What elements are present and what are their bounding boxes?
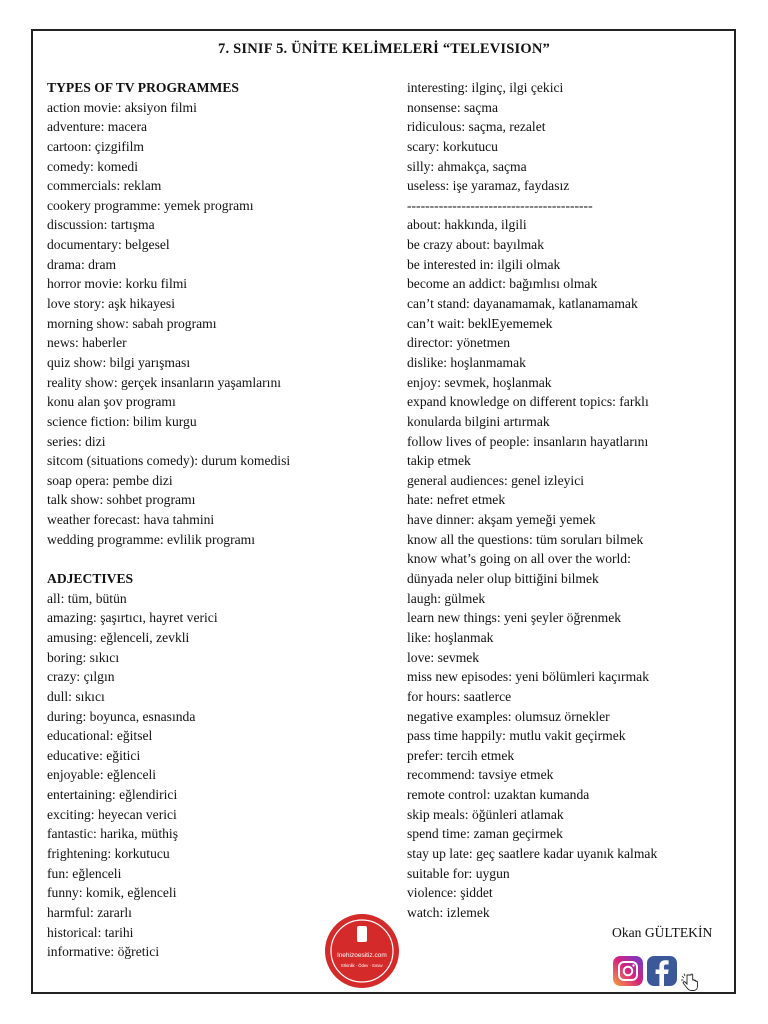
vocab-line: adventure: macera xyxy=(47,119,148,135)
vocab-line: useless: işe yaramaz, faydasız xyxy=(407,178,570,194)
vocab-line: discussion: tartışma xyxy=(47,217,155,233)
vocab-line: watch: izlemek xyxy=(407,904,490,920)
author-name: Okan GÜLTEKİN xyxy=(612,925,713,940)
vocab-line: can’t stand: dayanamamak, katlanamamak xyxy=(407,296,638,312)
vocab-line: negative examples: olumsuz örnekler xyxy=(407,708,610,724)
vocab-line: takip etmek xyxy=(407,453,471,469)
vocab-line: nonsense: saçma xyxy=(407,99,498,115)
vocab-line: silly: ahmakça, saçma xyxy=(407,158,527,174)
vocab-line: interesting: ilginç, ilgi çekici xyxy=(407,80,564,95)
vocab-line: prefer: tercih etmek xyxy=(407,747,515,763)
page-title: 7. SINIF 5. ÜNİTE KELİMELERİ “TELEVISION” xyxy=(218,41,550,57)
vocab-line: entertaining: eğlendirici xyxy=(47,787,178,803)
vocab-line: like: hoşlanmak xyxy=(407,629,494,645)
vocab-line: be interested in: ilgili olmak xyxy=(407,256,561,272)
vocab-line: have dinner: akşam yemeği yemek xyxy=(407,512,596,528)
vocab-line: love: sevmek xyxy=(407,649,480,665)
vocab-line: amusing: eğlenceli, zevkli xyxy=(47,629,190,645)
school-logo[interactable] xyxy=(323,912,401,990)
vocab-line: action movie: aksiyon filmi xyxy=(47,99,197,115)
vocab-line: learn new things: yeni şeyler öğrenmek xyxy=(407,610,622,626)
vocab-line: drama: dram xyxy=(47,256,117,272)
vocab-line: konu alan şov programı xyxy=(47,394,176,410)
vocab-line: hate: nefret etmek xyxy=(407,492,506,508)
vocab-line: exciting: heyecan verici xyxy=(47,806,177,822)
vocab-line: dislike: hoşlanmamak xyxy=(407,354,526,370)
vocab-line: weather forecast: hava tahmini xyxy=(47,512,215,528)
vocab-line: ----------------------------------------- xyxy=(407,197,593,213)
instagram-icon[interactable] xyxy=(613,956,643,986)
vocab-line: all: tüm, bütün xyxy=(47,590,127,606)
vocab-line: enjoy: sevmek, hoşlanmak xyxy=(407,374,552,390)
vocab-line: sitcom (situations comedy): durum komedisi xyxy=(47,453,291,469)
section-heading: ADJECTIVES xyxy=(47,571,134,587)
left-column xyxy=(47,78,397,962)
vocab-line: amazing: şaşırtıcı, hayret verici xyxy=(47,610,218,626)
vocab-line: suitable for: uygun xyxy=(407,865,510,881)
vocab-line: know what’s going on all over the world: xyxy=(407,551,631,567)
vocab-line: general audiences: genel izleyici xyxy=(407,472,585,488)
logo-text: lnehizoesitiz.com xyxy=(337,952,387,959)
vocab-line: series: dizi xyxy=(47,433,106,449)
vocab-line: documentary: belgesel xyxy=(47,237,170,253)
vocab-line: reality show: gerçek insanların yaşamlarını xyxy=(47,374,282,390)
vocab-line: expand knowledge on different topics: farklı xyxy=(407,394,649,410)
vocab-line: konularda bilgini artırmak xyxy=(407,413,550,429)
vocab-line: comedy: komedi xyxy=(47,158,138,174)
vocab-line: fun: eğlenceli xyxy=(47,865,122,881)
section-spacer xyxy=(47,549,397,569)
vocab-line: know all the questions: tüm soruları bilmek xyxy=(407,531,644,547)
vocab-line: talk show: sohbet programı xyxy=(47,492,196,508)
vocab-line: laugh: gülmek xyxy=(407,590,486,606)
vocab-line: spend time: zaman geçirmek xyxy=(407,826,563,842)
vocab-line: commercials: reklam xyxy=(47,178,162,194)
vocab-line: can’t wait: beklEyememek xyxy=(407,315,553,331)
vocab-line: during: boyunca, esnasında xyxy=(47,708,196,724)
section-heading: TYPES OF TV PROGRAMMES xyxy=(47,80,239,95)
vocab-line: miss new episodes: yeni bölümleri kaçırmak xyxy=(407,669,649,685)
right-column xyxy=(407,78,727,923)
vocab-line: science fiction: bilim kurgu xyxy=(47,413,197,429)
vocab-line: enjoyable: eğlenceli xyxy=(47,767,157,783)
vocab-line: skip meals: öğünleri atlamak xyxy=(407,806,564,822)
vocab-line: cookery programme: yemek programı xyxy=(47,197,254,213)
logo-figure-icon xyxy=(357,926,367,942)
vocab-line: become an addict: bağımlısı olmak xyxy=(407,276,598,292)
vocab-line: informative: öğretici xyxy=(47,944,160,960)
vocab-line: cartoon: çizgifilm xyxy=(47,138,145,154)
logo-circle xyxy=(325,914,399,988)
vocab-line: educative: eğitici xyxy=(47,747,141,763)
vocab-line: harmful: zararlı xyxy=(47,904,132,920)
vocab-line: stay up late: geç saatlere kadar uyanık kalmak xyxy=(407,845,658,861)
vocab-line: pass time happily: mutlu vakit geçirmek xyxy=(407,728,626,744)
vocab-line: soap opera: pembe dizi xyxy=(47,472,173,488)
vocab-line: funny: komik, eğlenceli xyxy=(47,885,177,901)
hand-cursor-icon xyxy=(680,973,700,993)
vocab-line: news: haberler xyxy=(47,335,127,351)
vocab-line: wedding programme: evlilik programı xyxy=(47,531,256,547)
vocab-line: dünyada neler olup bittiğini bilmek xyxy=(407,571,599,587)
vocab-line: historical: tarihi xyxy=(47,924,134,940)
vocab-line: boring: sıkıcı xyxy=(47,649,120,665)
vocab-line: morning show: sabah programı xyxy=(47,315,217,331)
vocab-line: educational: eğitsel xyxy=(47,728,153,744)
vocab-line: scary: korkutucu xyxy=(407,138,498,154)
vocab-line: director: yönetmen xyxy=(407,335,511,351)
vocab-line: recommend: tavsiye etmek xyxy=(407,767,554,783)
logo-subtext: Etkinlik · Ödev · Sınav xyxy=(341,963,383,968)
vocab-line: crazy: çılgın xyxy=(47,669,115,685)
vocab-line: about: hakkında, ilgili xyxy=(407,217,527,233)
vocab-line: love story: aşk hikayesi xyxy=(47,296,175,312)
facebook-icon[interactable] xyxy=(647,956,677,986)
vocab-line: quiz show: bilgi yarışması xyxy=(47,354,191,370)
vocab-line: horror movie: korku filmi xyxy=(47,276,188,292)
vocab-line: follow lives of people: insanların hayatlarını xyxy=(407,433,649,449)
vocab-line: dull: sıkıcı xyxy=(47,688,105,704)
vocab-line: be crazy about: bayılmak xyxy=(407,237,545,253)
vocab-line: violence: şiddet xyxy=(407,885,493,901)
vocab-line: remote control: uzaktan kumanda xyxy=(407,787,590,803)
vocab-line: for hours: saatlerce xyxy=(407,688,512,704)
vocab-line: frightening: korkutucu xyxy=(47,845,170,861)
vocab-line: fantastic: harika, müthiş xyxy=(47,826,178,842)
vocab-line: ridiculous: saçma, rezalet xyxy=(407,119,546,135)
